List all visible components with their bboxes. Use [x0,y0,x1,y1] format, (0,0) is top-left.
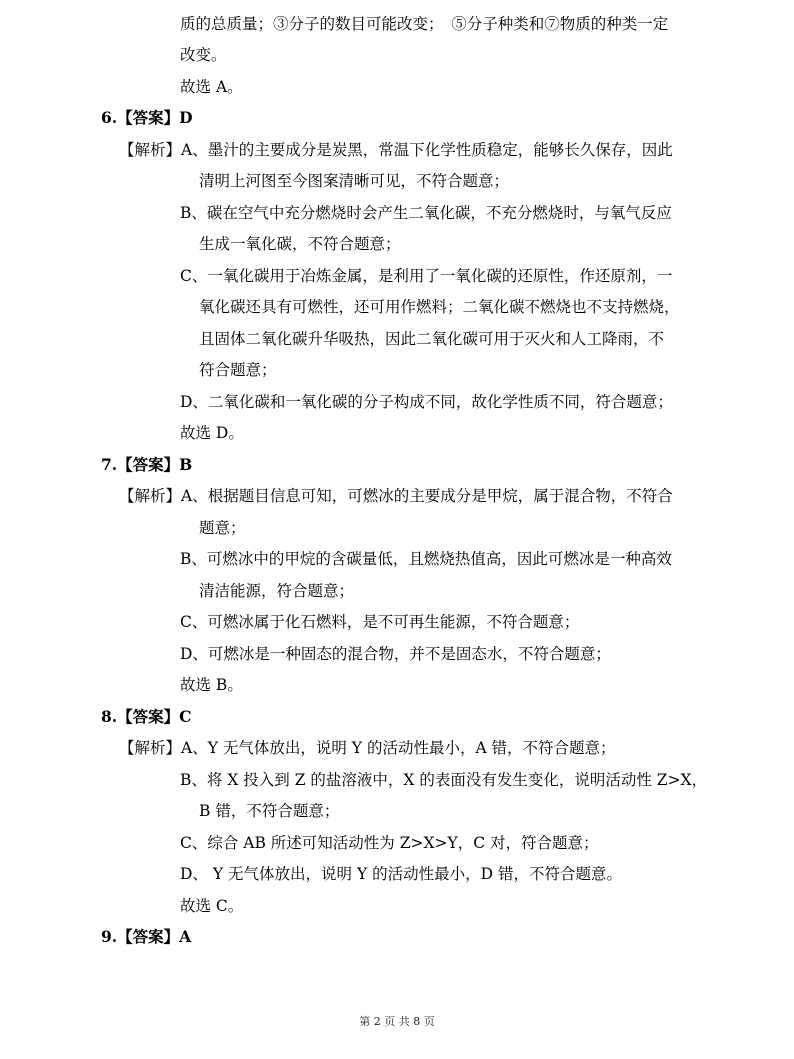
analysis-line: D、可燃冰是一种固态的混合物，并不是固态水，不符合题意； [180,645,611,663]
conclusion-line: 故选 B。 [180,676,243,694]
answer-heading-8: 8.【答案】C [101,707,192,726]
analysis-line: C、综合 AB 所述可知活动性为 Z>X>Y，C 对，符合题意； [180,834,599,852]
analysis-line: 氧化碳还具有可燃性，还可用作燃料；二氧化碳不燃烧也不支持燃烧， [199,298,680,316]
analysis-line: 【解析】A、Y 无气体放出，说明 Y 的活动性最小，A 错，不符合题意； [119,739,616,757]
analysis-line: 符合题意； [199,361,277,379]
answer-heading-7: 7.【答案】B [101,455,193,474]
analysis-line: B、将 X 投入到 Z 的盐溶液中，X 的表面没有发生变化，说明活动性 Z>X， [180,771,708,789]
conclusion-line: 故选 D。 [180,424,244,442]
analysis-line: B、碳在空气中充分燃烧时会产生二氧化碳，不充分燃烧时，与氧气反应 [180,204,672,222]
analysis-line: 且固体二氧化碳升华吸热，因此二氧化碳可用于灭火和人工降雨，不 [199,330,665,348]
analysis-line: 清明上河图至今图案清晰可见，不符合题意； [199,172,510,190]
analysis-line: 【解析】A、墨汁的主要成分是炭黑，常温下化学性质稳定，能够长久保存，因此 [119,141,673,159]
page-footer: 第 2 页 共 8 页 [359,1015,435,1028]
conclusion-line: 故选 C。 [180,897,244,915]
analysis-line: B 错，不符合题意； [199,802,340,820]
text-line: 改变。 [180,46,227,64]
analysis-line: 生成一氧化碳，不符合题意； [199,235,401,253]
analysis-line: 【解析】A、根据题目信息可知，可燃冰的主要成分是甲烷，属于混合物，不符合 [119,487,673,505]
analysis-line: B、可燃冰中的甲烷的含碳量低，且燃烧热值高，因此可燃冰是一种高效 [180,550,672,568]
analysis-line: 题意； [199,519,246,537]
analysis-line: C、一氧化碳用于冶炼金属，是利用了一氧化碳的还原性，作还原剂，一 [180,267,673,285]
analysis-line: D、 Y 无气体放出，说明 Y 的活动性最小，D 错，不符合题意。 [180,865,622,883]
answer-heading-9: 9.【答案】A [101,927,192,946]
answer-heading-6: 6.【答案】D [101,108,193,127]
text-line: 故选 A。 [180,78,243,96]
analysis-line: 清洁能源，符合题意； [199,582,355,600]
analysis-line: C、可燃冰属于化石燃料，是不可再生能源，不符合题意； [180,613,580,631]
analysis-line: D、二氧化碳和一氧化碳的分子构成不同，故化学性质不同，符合题意； [180,393,673,411]
text-line: 质的总质量；③分子的数目可能改变； ⑤分子种类和⑦物质的种类一定 [180,15,669,33]
